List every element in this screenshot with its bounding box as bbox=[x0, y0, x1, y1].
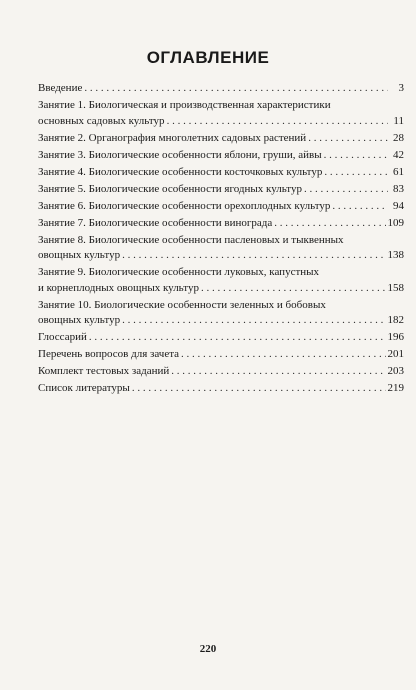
dot-leader bbox=[122, 313, 385, 329]
toc-entry bbox=[38, 298, 404, 329]
toc-entry bbox=[38, 233, 404, 264]
toc-entry bbox=[38, 182, 404, 198]
toc-page-number: 182 bbox=[387, 314, 404, 326]
dot-leader bbox=[181, 347, 385, 363]
toc-page-number: 203 bbox=[387, 365, 404, 377]
toc-entry-label: Перечень вопросов для зачета bbox=[38, 348, 180, 360]
toc-entry-label: овощных культур bbox=[38, 249, 121, 261]
dot-leader bbox=[324, 165, 388, 181]
toc-entry-label: Занятие 5. Биологические особенности ягодных культур bbox=[38, 182, 302, 195]
dot-leader bbox=[201, 281, 386, 297]
toc-page-number: 94 bbox=[393, 199, 404, 212]
toc-page-number: 158 bbox=[387, 281, 404, 294]
toc-entry bbox=[38, 330, 404, 346]
toc-page-number: 196 bbox=[387, 331, 404, 343]
toc-entry-label: Глоссарий bbox=[38, 331, 87, 343]
dot-leader bbox=[274, 216, 385, 232]
toc-entry bbox=[38, 98, 404, 129]
dot-leader bbox=[89, 330, 386, 346]
table-of-contents bbox=[38, 81, 404, 398]
toc-page-number: 28 bbox=[393, 131, 404, 144]
toc-entry-label: Введение bbox=[38, 82, 83, 94]
dot-leader bbox=[122, 248, 385, 264]
toc-entry-label: овощных культур bbox=[38, 314, 121, 326]
page-number: 220 bbox=[199, 643, 217, 655]
toc-entry bbox=[38, 216, 404, 232]
dot-leader bbox=[332, 199, 388, 215]
dot-leader bbox=[304, 182, 388, 198]
toc-entry-label: Занятие 2. Органография многолетних садовых растений bbox=[38, 131, 307, 144]
toc-entry bbox=[38, 199, 404, 215]
toc-entry-label: Занятие 4. Биологические особенности косточковых культур bbox=[38, 165, 323, 178]
toc-entry-label: основных садовых культур bbox=[38, 114, 165, 127]
toc-page-number: 42 bbox=[393, 148, 404, 161]
toc-page-number: 138 bbox=[387, 249, 404, 261]
toc-page-number: 201 bbox=[387, 348, 404, 360]
toc-entry-label: Список литературы bbox=[38, 382, 130, 394]
toc-page-number: 83 bbox=[393, 182, 404, 195]
toc-entry bbox=[38, 165, 404, 181]
toc-entry bbox=[38, 347, 404, 363]
toc-entry bbox=[38, 364, 404, 380]
toc-entry-label: Занятие 8. Биологические особенности пасленовых и тыквенных bbox=[38, 233, 344, 246]
toc-entry-label: Комплект тестовых заданий bbox=[38, 365, 170, 377]
dot-leader bbox=[324, 148, 388, 164]
toc-entry bbox=[38, 148, 404, 164]
toc-page-number: 11 bbox=[393, 114, 404, 127]
dot-leader bbox=[308, 131, 388, 147]
dot-leader bbox=[167, 114, 388, 130]
toc-page-number: 219 bbox=[387, 382, 404, 394]
toc-page-number: 109 bbox=[387, 216, 404, 229]
toc-page-number: 3 bbox=[398, 82, 404, 94]
toc-entry-label: Занятие 10. Биологические особенности зеленных и бобовых bbox=[38, 298, 326, 311]
toc-entry-label: Занятие 3. Биологические особенности яблони, груши, айвы bbox=[38, 148, 322, 161]
dot-leader bbox=[132, 381, 386, 397]
toc-page-number: 61 bbox=[393, 165, 404, 178]
toc-entry bbox=[38, 381, 404, 397]
page-title: ОГЛАВЛЕНИЕ bbox=[146, 48, 270, 67]
toc-entry-label: и корнеплодных овощных культур bbox=[38, 281, 199, 294]
toc-entry bbox=[38, 131, 404, 147]
dot-leader bbox=[171, 364, 385, 380]
toc-entry-label: Занятие 9. Биологические особенности луковых, капустных bbox=[38, 266, 320, 278]
toc-entry-label: Занятие 6. Биологические особенности орехоплодных культур bbox=[38, 199, 331, 212]
toc-entry-label: Занятие 1. Биологическая и производственная характеристики bbox=[38, 99, 331, 111]
dot-leader bbox=[84, 81, 388, 97]
toc-entry bbox=[38, 265, 404, 296]
toc-entry bbox=[38, 81, 404, 97]
toc-entry-label: Занятие 7. Биологические особенности винограда bbox=[38, 216, 273, 229]
